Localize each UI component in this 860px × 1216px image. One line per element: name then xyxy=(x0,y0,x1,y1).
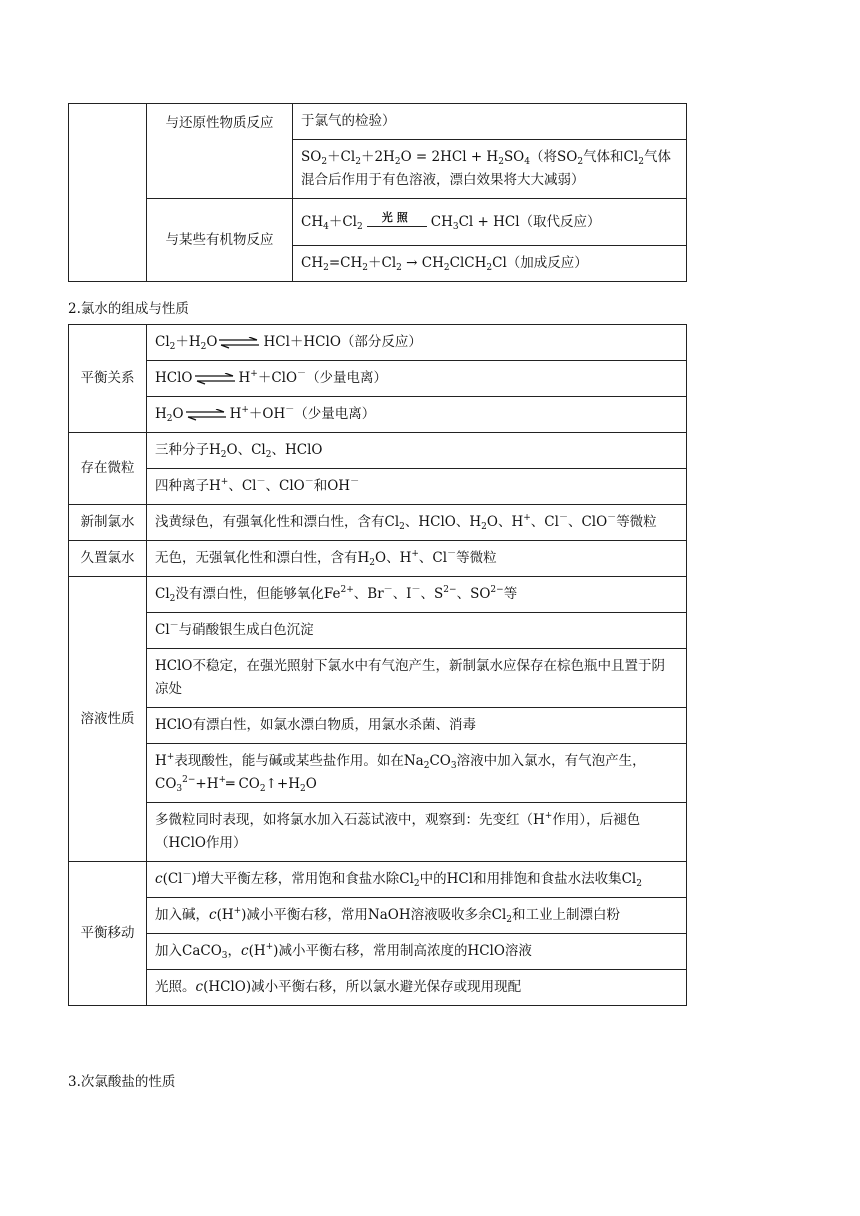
label-particles: 存在微粒 xyxy=(69,433,147,505)
reductant-cell-1: 于氯气的检验） xyxy=(293,104,687,140)
equilibrium-arrow-icon xyxy=(219,337,261,349)
solution-row-6: 多微粒同时表现，如将氯水加入石蕊试液中，观察到：先变红（H+作用），后褪色（HClO作用） xyxy=(147,803,687,862)
reactions-table xyxy=(68,103,687,282)
aged-chlorine-water-row: 无色，无强氧化性和漂白性，含有$H_2O$、H+、Cl－等微粒 xyxy=(147,541,687,577)
section-heading-chlorine-water: 2.氯水的组成与性质 xyxy=(68,301,189,317)
section-heading-hypochlorite: 3.次氯酸盐的性质 xyxy=(68,1074,176,1090)
equilibrium-row-1: $Cl_2+H_2O$ HCl＋HClO（部分反应） xyxy=(147,325,687,361)
label-solution-properties: 溶液性质 xyxy=(69,577,147,862)
reductant-cell-2: $SO_2+Cl_2+2H_2O = 2HCl + H_2SO_4$（将$SO_2$气体和$Cl_2$气体混合后作用于有色溶液，漂白效果将大大减弱） xyxy=(293,140,687,199)
equilibrium-row-3: $H_2O$ H+＋OH－（少量电离） xyxy=(147,397,687,433)
row-label-reductant: 与还原性物质反应 xyxy=(147,104,293,199)
particles-row-2: 四种离子H+、Cl－、ClO－和OH－ xyxy=(147,469,687,505)
label-aged-chlorine-water: 久置氯水 xyxy=(69,541,147,577)
label-equilibrium: 平衡关系 xyxy=(69,325,147,433)
solution-row-5: H+表现酸性，能与碱或某些盐作用。如在$Na_2CO_3$溶液中加入氯水，有气泡产生， $CO_3^{2-}+H^+═$ $CO_2↑+H_2O$ xyxy=(147,744,687,803)
organic-cell-2: $CH_2=CH_2+Cl_2$ → $CH_2ClCH_2Cl$（加成反应） xyxy=(293,246,687,282)
solution-row-3: HClO不稳定，在强光照射下氯水中有气泡产生，新制氯水应保存在棕色瓶中且置于阴凉处 xyxy=(147,649,687,708)
light-condition-arrow: 光照 xyxy=(367,211,427,233)
organic-cell-1: $CH_4+Cl_2$ 光照 $CH_3Cl + HCl$（取代反应） xyxy=(293,199,687,246)
particles-row-1: 三种分子$H_2O$、$Cl_2$、HClO xyxy=(147,433,687,469)
shift-row-1: c(Cl－)增大平衡左移，常用饱和食盐水除$Cl_2$中的HCl和用排饱和食盐水法收集$Cl_2$ xyxy=(147,862,687,898)
chlorine-water-table xyxy=(68,324,687,1006)
equilibrium-arrow-icon xyxy=(195,373,237,385)
category-cell-empty xyxy=(69,104,147,282)
solution-row-1: $Cl_2$没有漂白性，但能够氧化$Fe^{2+}$、Br－、I－、$S^{2-}$、$SO^{2-}$等 xyxy=(147,577,687,613)
label-equilibrium-shift: 平衡移动 xyxy=(69,862,147,1006)
equilibrium-arrow-icon xyxy=(186,409,228,421)
equilibrium-row-2: HClO H+＋ClO－（少量电离） xyxy=(147,361,687,397)
shift-row-3: 加入CaCO$_3$，c(H+)减小平衡右移，常用制高浓度的HClO溶液 xyxy=(147,934,687,970)
solution-row-4: HClO有漂白性，如氯水漂白物质，用氯水杀菌、消毒 xyxy=(147,708,687,744)
shift-row-4: 光照。c(HClO)减小平衡右移，所以氯水避光保存或现用现配 xyxy=(147,970,687,1006)
label-fresh-chlorine-water: 新制氯水 xyxy=(69,505,147,541)
solution-row-2: Cl－与硝酸银生成白色沉淀 xyxy=(147,613,687,649)
fresh-chlorine-water-row: 浅黄绿色，有强氧化性和漂白性，含有$Cl_2$、HClO、$H_2O$、H+、Cl－、ClO－等微粒 xyxy=(147,505,687,541)
row-label-organic: 与某些有机物反应 xyxy=(147,199,293,282)
shift-row-2: 加入碱，c(H+)减小平衡右移，常用NaOH溶液吸收多余$Cl_2$和工业上制漂白粉 xyxy=(147,898,687,934)
